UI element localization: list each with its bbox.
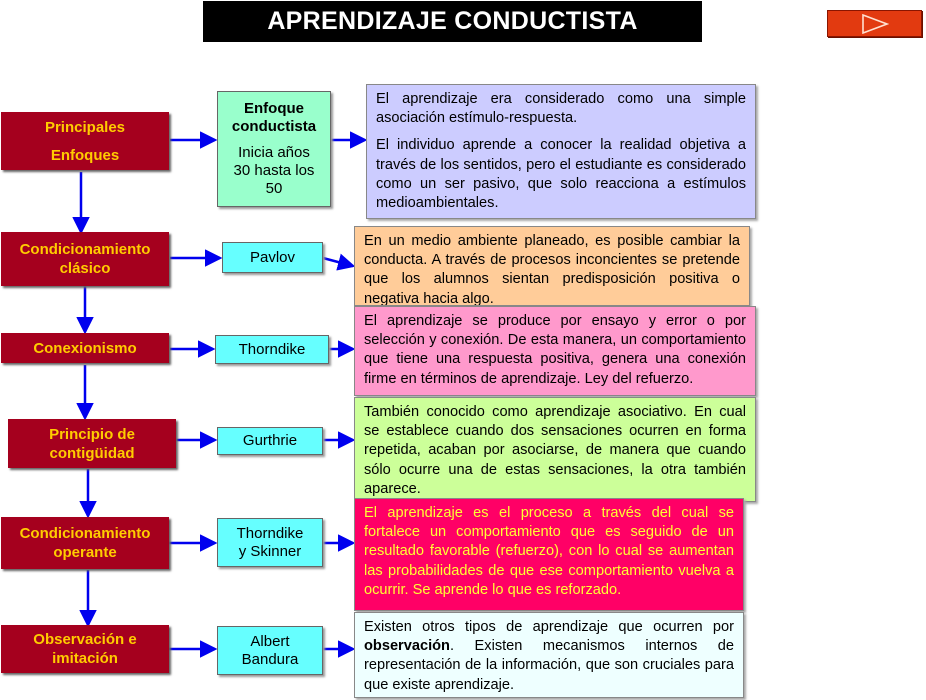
- description-text: El aprendizaje es el proceso a través del cual se fortalece un comportamiento que es seguido de un resultado favorable (refuerzo), con lo cual se aumentan las probabilidades de que ese comportamiento vuelva a ocurrir. Se aprende lo que es reforzado.: [364, 505, 734, 598]
- author-label: 50: [265, 180, 283, 197]
- author-label: Thorndike: [236, 524, 304, 542]
- category-observacion-imitacion: [1, 625, 169, 673]
- category-label: imitación: [52, 650, 118, 667]
- category-label: Observación e: [33, 631, 137, 648]
- author-gurthrie: [217, 427, 323, 455]
- author-label: Albert: [250, 632, 290, 650]
- category-label: contigüidad: [49, 444, 135, 462]
- category-label: Principales: [44, 118, 126, 136]
- description-text: En un medio ambiente planeado, es posible cambiar la conducta. A través de procesos inconcientes se pretende que los alumnos sientan predisposición positiva o negativa hacia algo.: [364, 233, 740, 306]
- author-label: Bandura: [241, 650, 299, 668]
- category-label: Condicionamiento: [19, 241, 151, 258]
- author-albert-bandura: [217, 626, 323, 675]
- description-text: El aprendizaje se produce por ensayo y error o por selección y conexión. De esta manera, un comportamiento que tiene una respuesta positiva, genera una conexión firme en términos de aprendizaje. Ley del refuerzo.: [364, 313, 746, 387]
- category-label: operante: [53, 544, 117, 561]
- description-box: [354, 397, 756, 502]
- author-label: 30 hasta los: [233, 162, 315, 179]
- description-box: [354, 498, 744, 611]
- description-text: El individuo aprende a conocer la realidad objetiva a través de los sentidos, pero el estudiante es considerado como un ser pasivo, que solo reacciona a estímulos medioambientales.: [376, 137, 746, 212]
- description-box: [366, 84, 756, 219]
- category-condicionamiento-operante: [1, 517, 169, 569]
- description-box: [354, 226, 750, 306]
- description-bold-term: observación: [364, 638, 450, 655]
- category-principio-contiguidad: [8, 419, 176, 468]
- description-text: [364, 618, 734, 695]
- arrow-row2-b: [323, 258, 353, 266]
- author-thorndike: [215, 335, 329, 364]
- category-label: Enfoques: [50, 146, 120, 164]
- author-label: Gurthrie: [242, 432, 298, 449]
- author-label: y Skinner: [238, 542, 302, 560]
- author-enfoque-conductista: [217, 91, 331, 207]
- description-box: [354, 612, 744, 698]
- category-principales-enfoques: [1, 112, 169, 170]
- author-label: Thorndike: [238, 340, 306, 358]
- description-box: [354, 306, 756, 396]
- author-pavlov: [222, 242, 323, 273]
- category-label: clásico: [59, 260, 111, 277]
- author-label: Pavlov: [249, 248, 296, 266]
- category-condicionamiento-clasico: [1, 232, 169, 286]
- category-label: Principio de: [49, 425, 135, 443]
- page-title: APRENDIZAJE CONDUCTISTA: [203, 1, 702, 42]
- author-label: Enfoque: [244, 100, 304, 117]
- description-text: También conocido como aprendizaje asociativo. En cual se establece cuando dos sensaciones ocurren en forma repetida, acaban por asociarse, de manera que cuando sólo ocurre una de estas sensaciones, la otra también aparece.: [364, 404, 746, 497]
- category-conexionismo: [1, 333, 169, 363]
- description-text-part: . Existen mecanismos internos de representación de la información, que son cruciales para que existe aprendizaje.: [364, 638, 734, 693]
- description-text: El aprendizaje era considerado como una simple asociación estímulo-respuesta.: [376, 91, 746, 127]
- author-label: Inicia años: [238, 144, 310, 161]
- description-text-part: Existen otros tipos de aprendizaje que ocurren por: [364, 619, 734, 635]
- category-label: Conexionismo: [33, 339, 137, 357]
- author-thorndike-skinner: [217, 518, 323, 567]
- category-label: Condicionamiento: [19, 525, 151, 542]
- author-label: conductista: [231, 118, 317, 135]
